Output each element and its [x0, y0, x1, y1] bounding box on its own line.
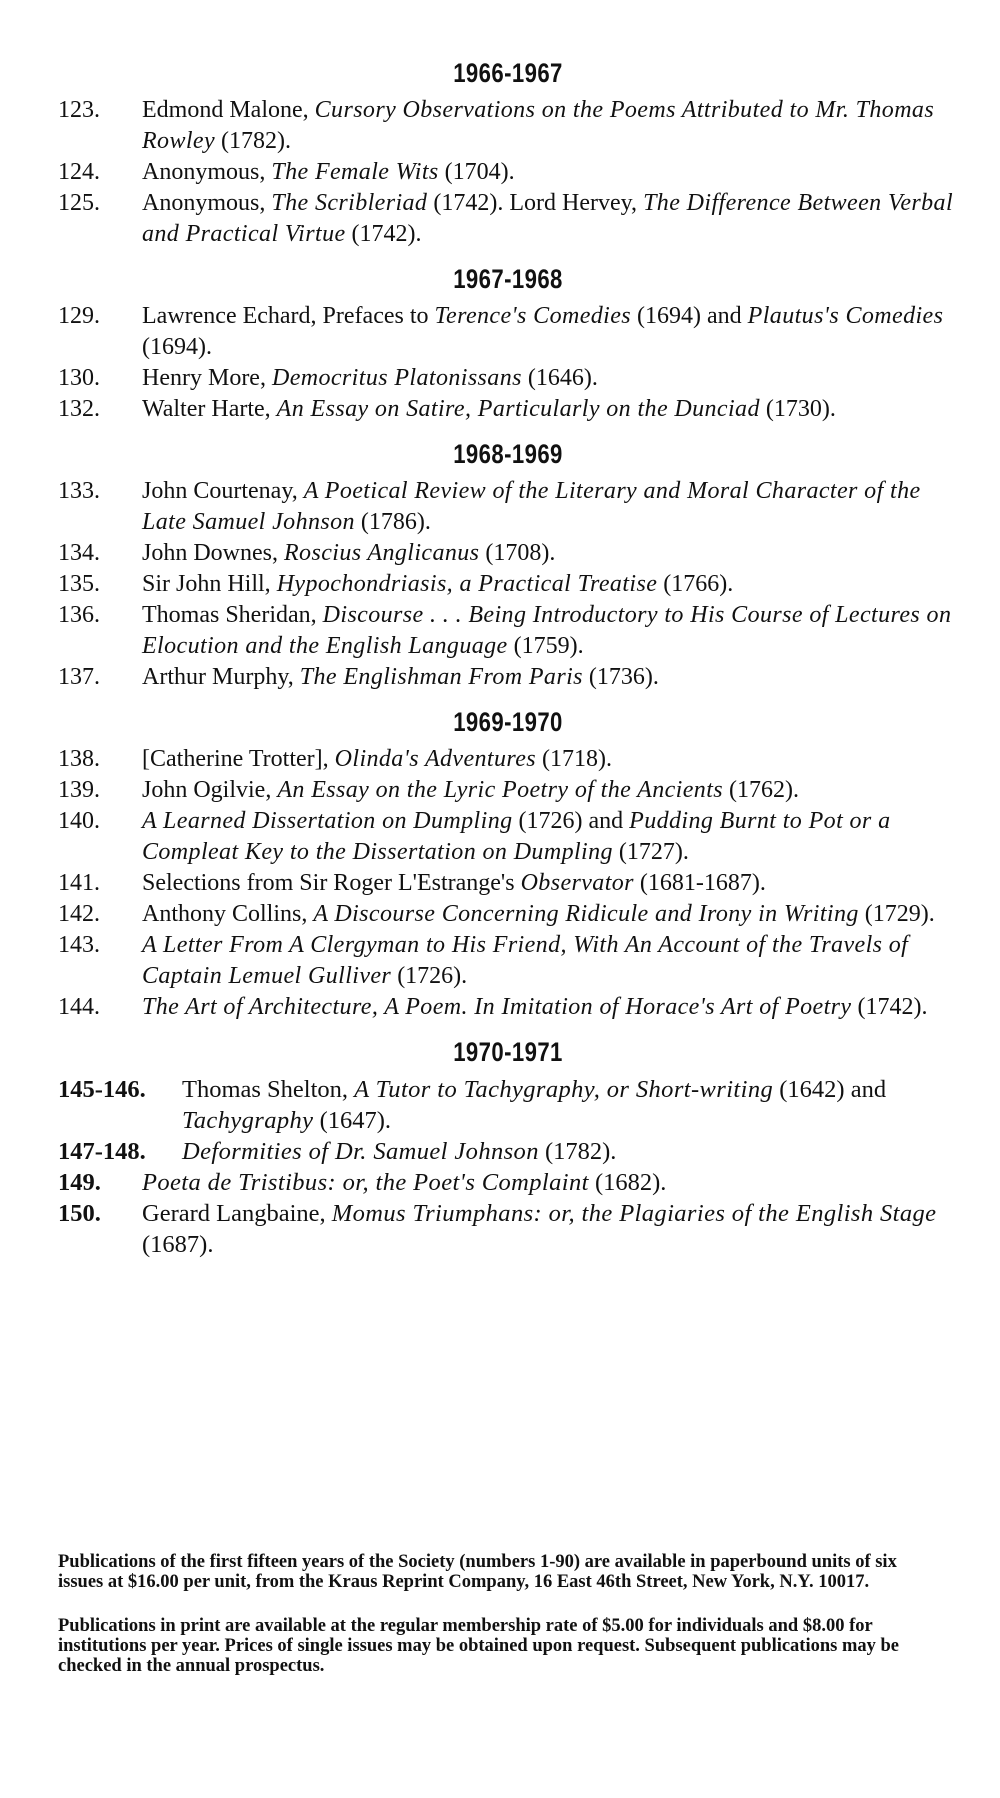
section-1966-1967	[58, 58, 958, 250]
list-item	[58, 157, 958, 188]
entry-author: Anonymous,	[142, 190, 272, 216]
entry-author: Lawrence Echard, Prefaces to	[142, 303, 435, 329]
entry-title: Cursory Observations on the Poems Attributed to Mr. Thomas Rowley	[142, 97, 935, 154]
entry-number: 142.	[58, 901, 100, 927]
entry-date: (1729).	[858, 901, 935, 927]
list-item	[58, 95, 958, 157]
section-year: 1968-1969	[453, 439, 563, 469]
list-item	[58, 1074, 958, 1136]
entry-author: Arthur Murphy,	[142, 664, 300, 690]
entry-date-2: (1727).	[612, 839, 689, 865]
entry-title-2: Pudding Burnt to Pot or a Compleat Key to the Dissertation on Dumpling	[142, 808, 891, 865]
entry-author: John Courtenay,	[142, 478, 304, 504]
entry-date: (1786).	[354, 509, 431, 535]
entry-date: (1726).	[391, 963, 468, 989]
entry-date: (1742).	[851, 994, 928, 1020]
entry-author: Anthony Collins,	[142, 901, 314, 927]
entry-date: (1642) and	[773, 1076, 887, 1103]
entry-number: 139.	[58, 777, 100, 803]
section-year: 1970-1971	[453, 1037, 563, 1067]
entry-date: (1782).	[538, 1138, 617, 1165]
entry-number: 124.	[58, 159, 100, 185]
entry-title: Observator	[520, 870, 634, 896]
entry-date-2: (1647).	[313, 1107, 392, 1134]
entry-title: A Tutor to Tachygraphy, or Short-writing	[354, 1076, 774, 1103]
list-item	[58, 930, 958, 992]
list-item	[58, 868, 958, 899]
entry-title: Roscius Anglicanus	[284, 540, 480, 566]
entry-date: (1704).	[438, 159, 515, 185]
section-1969-1970	[58, 707, 958, 1023]
entry-title: The Scribleriad	[271, 190, 428, 216]
entry-date: (1726) and	[512, 808, 630, 834]
entry-title: Deformities of Dr. Samuel Johnson	[182, 1138, 539, 1165]
entry-number: 137.	[58, 664, 100, 690]
entry-author: John Downes,	[142, 540, 284, 566]
entry-number: 125.	[58, 190, 100, 216]
note-membership: Publications in print are available at the regular membership rate of $5.00 for individuals and $8.00 for institutions per year. Prices of single issues may be obtained upon request. Subsequent publications may be checked in the annual prospectus.	[58, 1616, 900, 1676]
entry-title: A Letter From A Clergyman to His Friend, With An Account of the Travels of Captain Lemuel Gulliver	[142, 932, 909, 989]
entry-title: Momus Triumphans: or, the Plagiaries of the English Stage	[331, 1200, 937, 1227]
list-item	[58, 394, 958, 425]
entry-author: Walter Harte,	[142, 396, 277, 422]
entry-title: An Essay on Satire, Particularly on the Dunciad	[276, 396, 760, 422]
list-item	[58, 600, 958, 662]
entry-title: Hypochondriasis, a Practical Treatise	[276, 571, 658, 597]
entry-date: (1718).	[536, 746, 613, 772]
list-item	[58, 476, 958, 538]
entry-number: 143.	[58, 932, 100, 958]
entry-number: 140.	[58, 808, 100, 834]
entry-title: Olinda's Adventures	[334, 746, 537, 772]
list-item	[58, 1136, 958, 1167]
entry-author: Gerard Langbaine,	[142, 1200, 332, 1227]
entry-number: 145-146.	[58, 1076, 146, 1103]
entry-number: 129.	[58, 303, 100, 329]
entry-number: 132.	[58, 396, 100, 422]
list-item	[58, 899, 958, 930]
entry-title: Discourse . . . Being Introductory to His Course of Lectures on Elocution and the English Language	[142, 602, 952, 659]
entry-number: 136.	[58, 602, 100, 628]
entry-date: (1782).	[215, 128, 292, 154]
entry-title: The Female Wits	[271, 159, 439, 185]
entry-title: Terence's Comedies	[434, 303, 632, 329]
entry-author: Edmond Malone,	[142, 97, 315, 123]
section-1970-1971	[58, 1037, 958, 1260]
section-year: 1967-1968	[453, 264, 563, 294]
entry-title: Poeta de Tristibus: or, the Poet's Complaint	[142, 1169, 589, 1196]
entry-number: 134.	[58, 540, 100, 566]
entry-title: A Poetical Review of the Literary and Moral Character of the Late Samuel Johnson	[142, 478, 921, 535]
entry-author: Thomas Sheridan,	[142, 602, 323, 628]
entry-title-2: The Difference Between Verbal and Practical Virtue	[142, 190, 954, 247]
entry-number: 135.	[58, 571, 100, 597]
entry-date: (1736).	[582, 664, 659, 690]
list-item	[58, 662, 958, 693]
entry-author: [Catherine Trotter],	[142, 746, 335, 772]
entry-date-2: (1742).	[345, 221, 422, 247]
list-item	[58, 775, 958, 806]
list-item	[58, 538, 958, 569]
list-item	[58, 1167, 958, 1198]
entry-title: A Discourse Concerning Ridicule and Irony in Writing	[313, 901, 859, 927]
entry-author: John Ogilvie,	[142, 777, 278, 803]
entry-date: (1759).	[507, 633, 584, 659]
entry-number: 138.	[58, 746, 100, 772]
entry-date: (1730).	[759, 396, 836, 422]
entry-number: 141.	[58, 870, 100, 896]
entry-number: 123.	[58, 97, 100, 123]
entry-author: Anonymous,	[142, 159, 272, 185]
entry-title: Democritus Platonissans	[271, 365, 522, 391]
note-reprint: Publications of the first fifteen years of the Society (numbers 1-90) are available in paperbound units of six issues at $16.00 per unit, from the Kraus Reprint Company, 16 East 46th Street, New York, N.Y. 10017.	[58, 1552, 897, 1592]
footnotes	[58, 1552, 938, 1700]
entry-title: A Learned Dissertation on Dumpling	[142, 808, 513, 834]
entry-title: The Englishman From Paris	[299, 664, 583, 690]
section-year: 1966-1967	[453, 58, 563, 88]
entry-author: Henry More,	[142, 365, 272, 391]
entry-number: 130.	[58, 365, 100, 391]
entry-date: (1742). Lord Hervey,	[427, 190, 644, 216]
section-1968-1969	[58, 439, 958, 693]
entry-title: An Essay on the Lyric Poetry of the Ancients	[277, 777, 724, 803]
list-item	[58, 744, 958, 775]
entry-author: Sir John Hill,	[142, 571, 277, 597]
entry-date: (1762).	[723, 777, 799, 803]
entry-date: (1682).	[588, 1169, 667, 1196]
list-item	[58, 992, 958, 1023]
list-item	[58, 806, 958, 868]
entry-date: (1687).	[142, 1231, 214, 1258]
entry-date: (1646).	[521, 365, 598, 391]
entry-date: (1708).	[479, 540, 556, 566]
entry-author: Thomas Shelton,	[182, 1076, 355, 1103]
list-item	[58, 301, 958, 363]
publication-list	[58, 58, 958, 1260]
entry-date: (1694) and	[631, 303, 748, 329]
entry-date: (1681-1687).	[633, 870, 766, 896]
list-item	[58, 188, 958, 250]
entry-number: 147-148.	[58, 1138, 146, 1165]
entry-date: (1766).	[657, 571, 734, 597]
entry-number: 133.	[58, 478, 100, 504]
entry-title-2: Tachygraphy	[182, 1107, 314, 1134]
list-item	[58, 569, 958, 600]
entry-title: The Art of Architecture, A Poem. In Imitation of Horace's Art of Poetry	[142, 994, 852, 1020]
section-year: 1969-1970	[453, 707, 563, 737]
entry-number: 144.	[58, 994, 100, 1020]
entry-title-2: Plautus's Comedies	[747, 303, 944, 329]
entry-date-2: (1694).	[142, 334, 212, 360]
entry-number: 150.	[58, 1200, 101, 1227]
entry-number: 149.	[58, 1169, 101, 1196]
list-item	[58, 1198, 958, 1260]
entry-author: Selections from Sir Roger L'Estrange's	[142, 870, 521, 896]
section-1967-1968	[58, 264, 958, 425]
list-item	[58, 363, 958, 394]
